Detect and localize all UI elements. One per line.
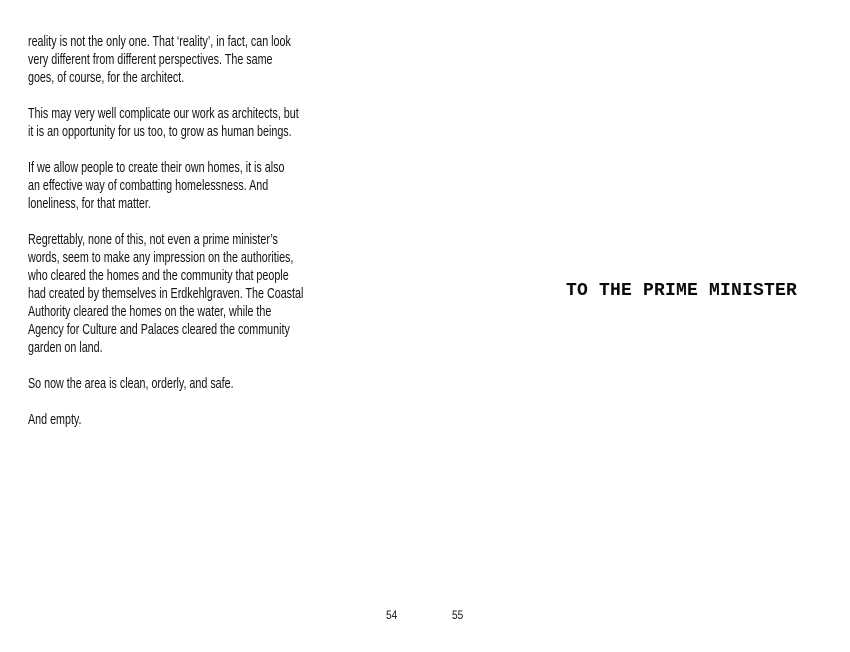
text-line: it is an opportunity for us too, to grow as human beings. [28, 124, 292, 140]
text-line: Agency for Culture and Palaces cleared the community [28, 322, 290, 338]
text-line: reality is not the only one. That ‘reality’, in fact, can look [28, 34, 291, 50]
paragraph-1 [28, 33, 314, 87]
text-line: had created by themselves in Erdkehlgraven. The Coastal [28, 286, 304, 302]
text-line: an effective way of combatting homelessness. And [28, 178, 269, 194]
text-line: goes, of course, for the architect. [28, 70, 185, 86]
text-line: words, seem to make any impression on the authorities, [28, 250, 294, 266]
page-number-right: 55 [452, 610, 464, 622]
text-line: This may very well complicate our work as architects, but [28, 106, 299, 122]
paragraph-6 [28, 411, 314, 429]
text-line: Regrettably, none of this, not even a prime minister’s [28, 232, 278, 248]
body-text [28, 33, 314, 429]
text-line: And empty. [28, 412, 82, 428]
paragraph-3 [28, 159, 314, 213]
page-right [425, 0, 850, 652]
paragraph-5 [28, 375, 314, 393]
text-line: loneliness, for that matter. [28, 196, 151, 212]
text-line: Authority cleared the homes on the water, while the [28, 304, 272, 320]
text-line: who cleared the homes and the community that people [28, 268, 289, 284]
paragraph-2 [28, 105, 314, 141]
text-line: If we allow people to create their own homes, it is also [28, 160, 285, 176]
text-line: garden on land. [28, 340, 103, 356]
text-line: So now the area is clean, orderly, and safe. [28, 376, 234, 392]
text-line: very different from different perspectives. The same [28, 52, 273, 68]
page-number-left: 54 [386, 610, 398, 622]
paragraph-4 [28, 231, 314, 357]
chapter-heading: TO THE PRIME MINISTER [566, 281, 798, 301]
